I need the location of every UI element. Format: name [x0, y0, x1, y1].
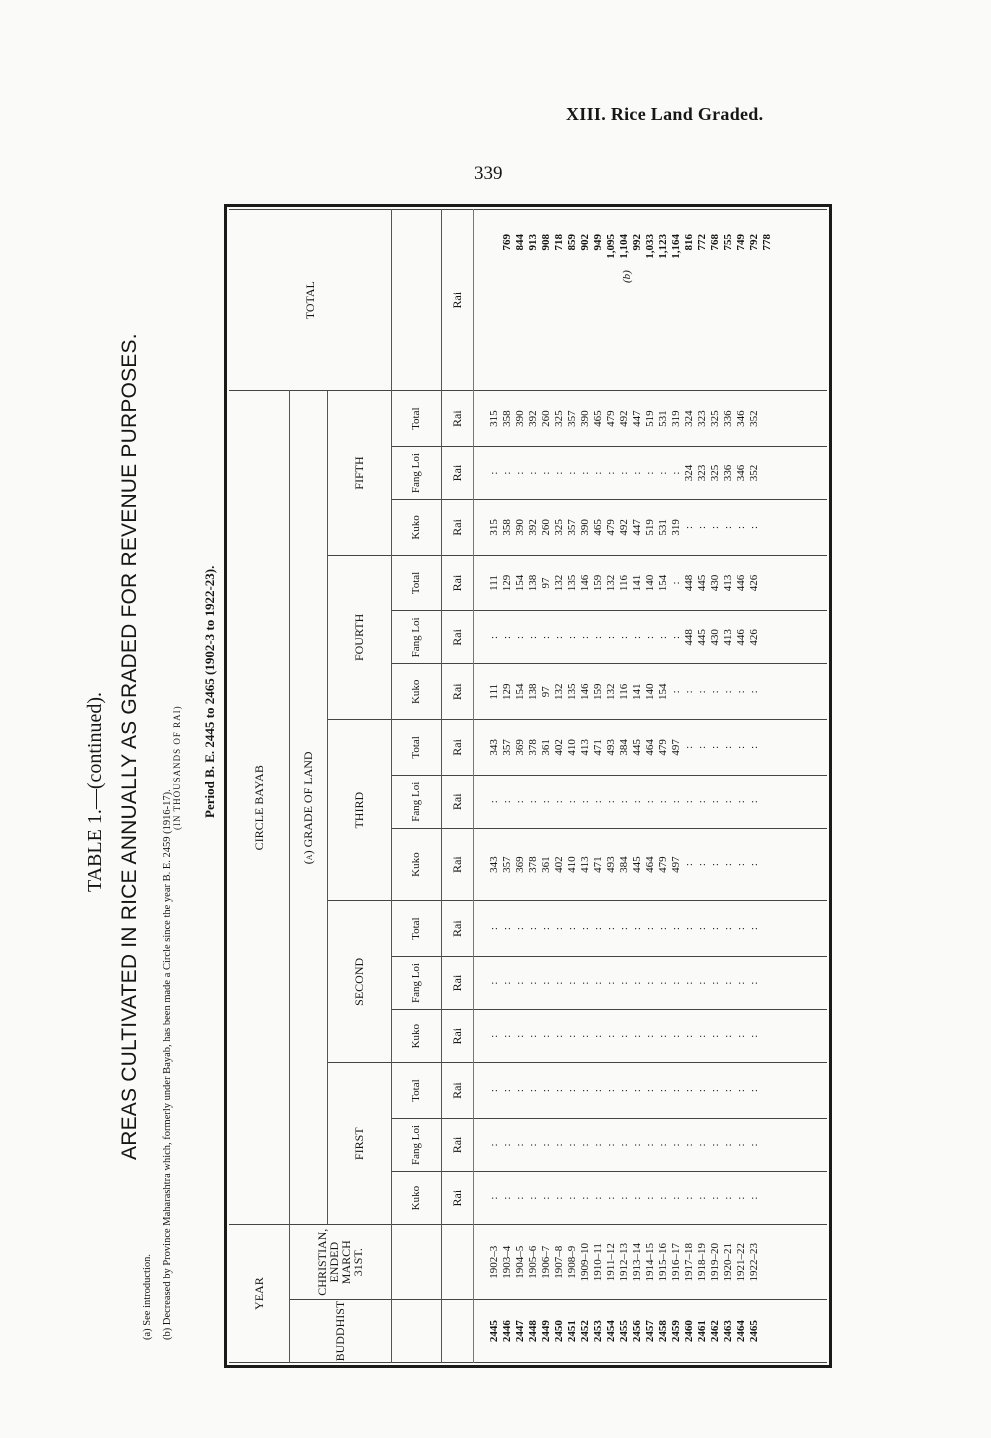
sub-header-fang-loi: Fang Loi	[391, 775, 441, 828]
unit-cell: Rai	[441, 664, 474, 720]
christian-header: CHRISTIAN, ENDED MARCH 31ST.	[289, 1225, 391, 1300]
first-total-column: : : : : : : : : : : : : : : : : : : : : :	[474, 1063, 827, 1119]
sub-header-kuko: Kuko	[391, 1010, 441, 1063]
table-title-text: TABLE 1.—(continued).	[84, 691, 106, 892]
fourth-grade-header: FOURTH	[327, 555, 391, 719]
table-subtitle: AREAS CULTIVATED IN RICE ANNUALLY AS GRADED FOR REVENUE PURPOSES.	[118, 333, 141, 1160]
unit-cell: Rai	[441, 611, 474, 664]
unit-cell: Rai	[441, 446, 474, 499]
unit-cell: Rai	[441, 1010, 474, 1063]
year-header: YEAR	[229, 1225, 289, 1363]
fifth-total-column: 315 358 390 392 260 325 357 390 465 479 492 447 519 531 319 324 323 325 336 346 352	[474, 391, 827, 447]
fifth-fang-loi-column: : : : : : : : : : : : : : : : 324 323 325 336 346 352	[474, 446, 827, 499]
first-fang-loi-column: : : : : : : : : : : : : : : : : : : : : :	[474, 1118, 827, 1171]
rice-land-table	[229, 209, 827, 1363]
table-title	[84, 692, 107, 892]
section-header: XIII. Rice Land Graded.	[566, 104, 764, 124]
first-grade-header: FIRST	[327, 1063, 391, 1225]
sub-header-fang-loi: Fang Loi	[391, 446, 441, 499]
fifth-grade-header: FIFTH	[327, 391, 391, 555]
third-fang-loi-column: : : : : : : : : : : : : : : : : : : : : :	[474, 775, 827, 828]
unit-cell: Rai	[441, 901, 474, 957]
sub-header-total: Total	[391, 901, 441, 957]
unit-cell: Rai	[441, 500, 474, 556]
third-kuko-column: 343 357 369 378 361 402 410 413 471 493 384 445 464 479 497 : : : : : :	[474, 828, 827, 901]
sub-header-total: Total	[391, 555, 441, 611]
second-fang-loi-column: : : : : : : : : : : : : : : : : : : : : :	[474, 956, 827, 1009]
page-number: 339	[474, 163, 503, 184]
unit-cell: Rai	[441, 828, 474, 901]
sub-header-fang-loi: Fang Loi	[391, 1118, 441, 1171]
sub-header-kuko: Kuko	[391, 664, 441, 720]
fourth-kuko-column: 111 129 154 138 97 132 135 146 159 132 116 141 140 154 : : : : : : :	[474, 664, 827, 720]
sub-header-total: Total	[391, 391, 441, 447]
unit-cell: Rai	[441, 1172, 474, 1225]
sub-header-kuko: Kuko	[391, 1172, 441, 1225]
fourth-fang-loi-column: : : : : : : : : : : : : : : : 448 445 430 413 446 426	[474, 611, 827, 664]
footnote-b: (b) Decreased by Province Maharashtra which, formerly under Bayab, has been made a Circle since the year B. E. 2459 (1916-17).	[162, 789, 173, 1340]
unit-cell: Rai	[441, 775, 474, 828]
unit-cell: Rai	[441, 391, 474, 447]
second-total-column: : : : : : : : : : : : : : : : : : : : : :	[474, 901, 827, 957]
sub-header-total: Total	[391, 720, 441, 776]
unit-cell: Rai	[441, 1063, 474, 1119]
unit-cell	[441, 1300, 474, 1363]
unit-cell: Rai	[441, 956, 474, 1009]
footnotes	[138, 789, 178, 1340]
unit-cell: Rai	[441, 555, 474, 611]
grade-header: (a) GRADE OF LAND	[289, 391, 327, 1225]
buddhist-header: BUDDHIST	[289, 1300, 391, 1363]
sub-header-fang-loi: Fang Loi	[391, 611, 441, 664]
sub-header-fang-loi: Fang Loi	[391, 956, 441, 1009]
grand-total-values: 769 844 913 908 718 859 902 949 1,095 1,104 992 1,033 1,123 1,164 816 772 768 755 749 792 778	[501, 234, 774, 259]
blank-header	[391, 1300, 441, 1363]
second-kuko-column: : : : : : : : : : : : : : : : : : : : : :	[474, 1010, 827, 1063]
third-total-column: 343 357 369 378 361 402 410 413 471 493 384 445 464 479 497 : : : : : :	[474, 720, 827, 776]
fourth-total-column: 111 129 154 138 97 132 135 146 159 132 116 141 140 154 : 448 445 430 413 446 426	[474, 555, 827, 611]
period-line: Period B. E. 2445 to 2465 (1902-3 to 1922-23).	[202, 565, 217, 818]
christian-years-column: 1902–3 1903–4 1904–5 1905–6 1906–7 1907–8 1908–9 1909–10 1910–11 1911–12 1912–13 1913–14 1914–15 1915–16 1916–17 1917–18 1918–19 1919–20 1920–21 1921–22 1922–23	[474, 1225, 827, 1300]
unit-cell: Rai	[441, 1118, 474, 1171]
third-grade-header: THIRD	[327, 720, 391, 901]
unit-note: (IN THOUSANDS OF RAI)	[172, 705, 182, 830]
sub-header-kuko: Kuko	[391, 828, 441, 901]
blank-header	[391, 210, 441, 391]
unit-cell: Rai	[441, 720, 474, 776]
unit-cell: Rai	[441, 210, 474, 391]
footnote-a: (a) See introduction.	[142, 1253, 153, 1340]
blank-header	[391, 1225, 441, 1300]
first-kuko-column: : : : : : : : : : : : : : : : : : : : : :	[474, 1172, 827, 1225]
second-grade-header: SECOND	[327, 901, 391, 1063]
sub-header-kuko: Kuko	[391, 500, 441, 556]
unit-cell	[441, 1225, 474, 1300]
total-header: TOTAL	[229, 210, 391, 391]
data-table	[229, 209, 827, 1363]
grand-total-column	[474, 210, 827, 391]
circle-header: CIRCLE BAYAB	[229, 391, 289, 1225]
fifth-kuko-column: 315 358 390 392 260 325 357 390 465 479 492 447 519 531 319 : : : : : :	[474, 500, 827, 556]
sub-header-total: Total	[391, 1063, 441, 1119]
buddhist-years-column: 2445 2446 2447 2448 2449 2450 2451 2452 2453 2454 2455 2456 2457 2458 2459 2460 2461 2462 2463 2464 2465	[474, 1300, 827, 1363]
total-footnote-marker: (b)	[621, 270, 633, 283]
